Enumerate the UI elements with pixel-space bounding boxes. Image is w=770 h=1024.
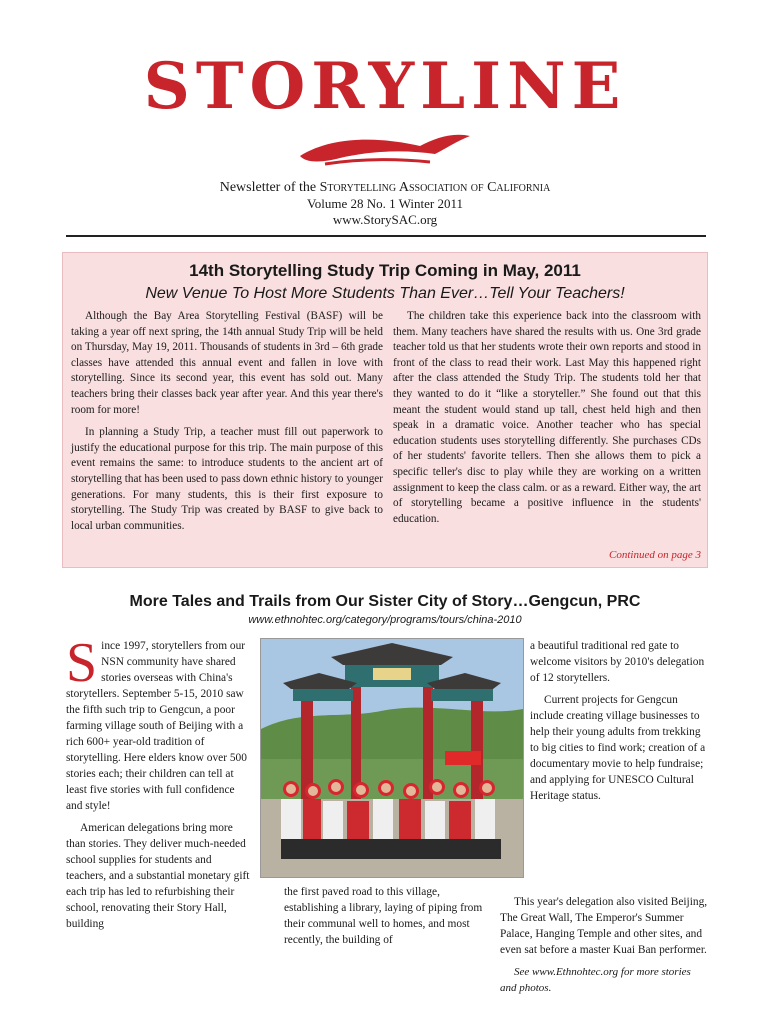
newsletter-subtitle	[0, 180, 770, 196]
volume-info: Volume 28 No. 1 Winter 2011	[307, 196, 463, 211]
article-middle-text: the first paved road to this village, establishing a library, laying of piping from their communal well to homes, and most recently, the building of	[284, 886, 483, 946]
feature-paragraph: In planning a Study Trip, a teacher must fill out paperwork to justify the educational purpose for this trip. The main purpose of this event remains the same: to introduce students to the ancient art of storytelling that has been used to pass down ethnic history to younger generations. For many students, this is their first exposure to storytelling. The Study Trip was created by BASF to give back to local urban communities.	[71, 426, 383, 532]
website-link[interactable]: www.StorySAC.org	[332, 212, 438, 227]
logo-swoosh	[300, 135, 470, 162]
masthead	[0, 0, 770, 240]
photo-illustration	[261, 639, 523, 877]
article-right-bottom	[500, 894, 708, 1002]
article-paragraph: a beautiful traditional red gate to welcome visitors by 2010's delegation of 12 storytellers.	[530, 640, 705, 684]
logo-text: STORYLINE	[143, 49, 627, 124]
article-paragraph: This year's delegation also visited Beijing, The Great Wall, The Emperor's Summer Palace, Hanging Temple and other sites, and even sat before a master Kuai Ban performer.	[500, 896, 708, 956]
feature-column-1	[71, 309, 383, 541]
article-paragraph: American delegations bring more than stories. They deliver much-needed school supplies for students and teachers, and a substantial monetary gift each trip has led to refurbishing their school, renovating their Story Hall, building	[66, 822, 250, 930]
feature-article-box	[62, 252, 708, 568]
article-link[interactable]: www.ethnohtec.org/category/programs/tours/china-2010	[248, 614, 522, 626]
subtitle-org: Storytelling Association of California	[319, 180, 551, 195]
more-stories-note[interactable]: See www.Ethnohtec.org for more stories and photos.	[500, 966, 691, 994]
feature-paragraph: The children take this experience back into the classroom with them. Many teachers have shared the results with us. One 3rd grade teacher told us that her students wrote their own reports and stood in front of the class to read their work. Last May this happened right after the class attended the Study Trip. The students told her that they wanted to do it “like a storyteller.” She found out that this meant the student would stand up tall, chest held high and then speak in a dramatic voice. Another teacher who has special education students uses storytelling differently. She purchases CDs of her students' favorite tellers. Then she allows them to pick a specific teller's disc to play while they are working on a written assignment to keep the class calm. or as a reward. Either way, the art of storytelling became a positive influence in the students' education.	[393, 310, 701, 525]
article-paragraph: ince 1997, storytellers from our NSN community have shared stories overseas with China's storytellers. September 5-15, 2010 saw the fifth such trip to Gengcun, a poor farming village south of Beijing with a rich 600+ year-old tradition of storytelling. Here elders know over 500 stories each; their children can tell at least five stories with full confidence and style!	[66, 640, 247, 812]
storyline-logo	[135, 38, 635, 178]
feature-title: 14th Storytelling Study Trip Coming in May, 2011	[189, 261, 581, 280]
feature-subtitle: New Venue To Host More Students Than Ever…Tell Your Teachers!	[145, 285, 625, 302]
feature-column-2	[393, 309, 701, 534]
subtitle-prefix: Newsletter of the	[219, 180, 320, 195]
masthead-divider	[66, 235, 706, 237]
article-title: More Tales and Trails from Our Sister City of Story…Gengcun, PRC	[129, 593, 641, 610]
feature-paragraph: Although the Bay Area Storytelling Festival (BASF) will be taking a year off next spring, the 14th annual Study Trip will be held on Thursday, May 19, 2011. Thousands of students in 3rd – 6th grade classes have attended this annual event and fallen in love with storytelling. Since its second year, this event has sold out. Many teachers bring their classes back year after year. And this year there's room for more!	[71, 310, 383, 416]
article-right-column	[530, 638, 708, 810]
article-left-column	[66, 632, 252, 938]
drop-cap: S	[66, 632, 98, 694]
continued-note: Continued on page 3	[609, 549, 701, 561]
delegation-photo	[260, 638, 524, 878]
article-paragraph: Current projects for Gengcun include creating village businesses to help their young adults from trekking to big cities to find work; creation of a documentary movie to help fundraise; and applying for UNESCO Cultural Heritage status.	[530, 694, 706, 802]
